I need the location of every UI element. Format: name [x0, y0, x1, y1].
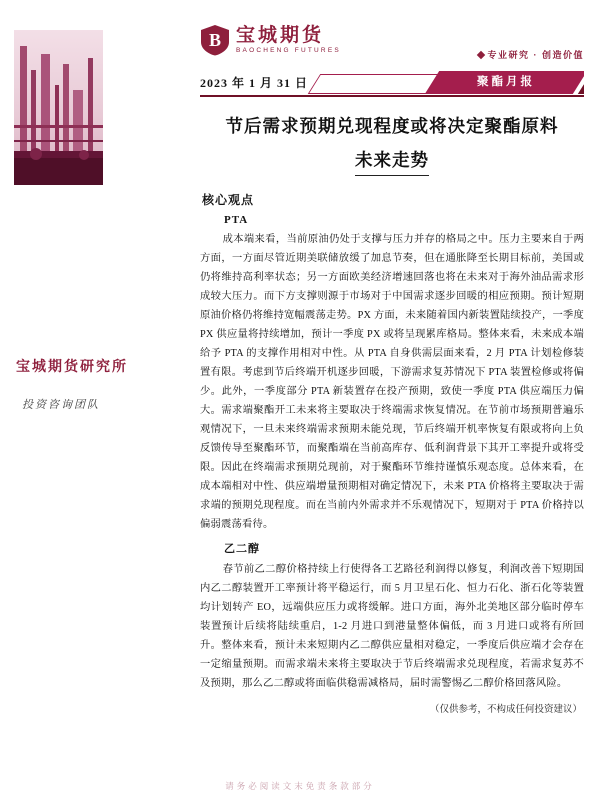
section-heading-pta: PTA	[224, 214, 249, 227]
section-heading-meg: 乙二醇	[224, 543, 260, 556]
reference-note: （仅供参考，不构成任何投资建议）	[429, 705, 582, 716]
date-banner-row	[200, 69, 584, 97]
report-date: 2023 年 1 月 31 日	[200, 76, 309, 90]
slogan-text: 专业研究 · 创造价值	[487, 50, 584, 60]
disclaimer-footer: 请务必阅读文末免责条款部分	[225, 781, 375, 791]
section-body-pta: 成本端来看，当前原油仍处于支撑与压力并存的格局之中。压力主要来自于两方面，一方面尽管近期美联储放缓了加息节奏，但在通胀降至长期目标前，美国或仍将维持高利率状态；另一方面欧美经济增速回落也将在未来对于海外油品需求形成较大压力。而下方支撑则源于市场对于中国需求逐步回暖的相应预期。预计短期原油价格仍将维持宽幅震荡走势。PX 方面，未来随着国内新装置陆续投产，一季度 PX 供应量将持续增加，预计一季度 PX 或将呈现累库格局。整体来看，未来成本端给予 PTA 的支撑作用相对中性。从 PTA 自身供需层面来看，2 月 PTA 计划检修装置有限。考虑到节后终端开机逐步回暖，下游需求复苏情况下 PTA 装置检修或将偏少。此外，一季度部分 PTA 新装置存在投产预期，致使一季度 PTA 供应端压力偏大。需求端聚酯开工未来将主要取决于终端需求恢复情况。在节前市场预期普遍乐观情况下，一旦未来终端需求预期未能兑现，节后终端开机率恢复有限或将向上负反馈传导至聚酯环节，而聚酯端在当前高库存、低利润背景下其开工率提升或将受限。因此在终端需求预期兑现前，对于聚酯环节维持谨慎乐观态度。总体来看，在成本端相对中性、供应端增量预期相对确定情况下，未来 PTA 价格将主要取决于需求端的预期兑现程度。而在当前内外需求并不乐观情况下，短期对于 PTA 价格持以偏弱震荡看待。	[200, 234, 584, 531]
section-body-meg: 春节前乙二醇价格持续上行使得各工艺路径利润得以修复，利润改善下短期国内乙二醇装置开工率预计将平稳运行，而 5 月卫星石化、恒力石化、浙石化等装置均计划转产 EO，远端供应压力或将缓解。进口方面，海外北美地区部分临时停车装置预计后续将陆续重启，1-2 月进口到港量整体偏低，而 3 月进口或将有所回升。整体来看，预计未来短期内乙二醇供应量相对稳定，一季度后供应端才会存在一定缩量预期。而需求端未来将主要取决于节后终端需求兑现程度，若需求复苏不及预期，那么乙二醇或将面临供稳需减格局，届时需警惕乙二醇价格回落风险。	[200, 564, 584, 690]
report-type-badge	[425, 71, 584, 94]
institute-name: 宝城期货研究所	[16, 358, 128, 374]
slogan-diamond-icon	[476, 50, 484, 58]
svg-text:B: B	[208, 30, 222, 50]
report-body	[200, 191, 584, 715]
brand-name-en: BAOCHENG FUTURES	[236, 46, 341, 54]
refinery-photo	[14, 30, 103, 185]
refinery-photo-graphic	[14, 30, 103, 185]
brand-name-cn: 宝城期货	[236, 25, 325, 47]
header-row	[200, 24, 584, 61]
report-title-line2: 未来走势	[355, 150, 429, 176]
report-content	[200, 24, 584, 780]
baocheng-logo-icon	[200, 24, 230, 56]
brand-logo	[200, 24, 341, 56]
report-title	[200, 109, 584, 177]
team-name: 投资咨询团队	[22, 399, 100, 411]
brand-text	[236, 26, 341, 54]
report-type-label: 聚酯月报	[477, 76, 535, 88]
brand-slogan	[478, 48, 585, 61]
report-title-line1: 节后需求预期兑现程度或将决定聚酯原料	[225, 116, 559, 136]
core-view-heading: 核心观点	[202, 193, 255, 208]
banner-outline-shape	[308, 74, 440, 94]
